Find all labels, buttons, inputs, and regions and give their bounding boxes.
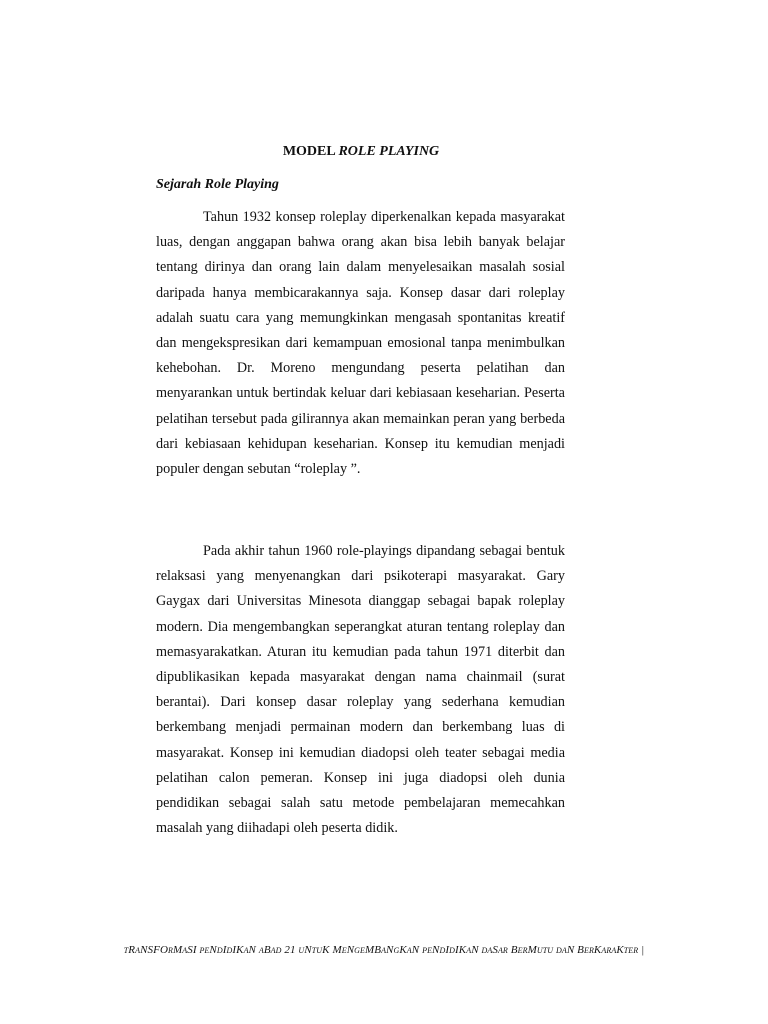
page-title-italic: ROLE PLAYING <box>338 144 440 159</box>
page-footer: tRaNSFOrMaSI peNdIdIKaN aBad 21 uNtuK MeNgeMBaNgKaN peNdIdIKaN daSar BerMutu daN BerKaraKter | <box>123 944 645 956</box>
page-title <box>0 144 722 160</box>
section-heading: Sejarah Role Playing <box>156 177 279 192</box>
page-title-regular: MODEL <box>282 144 339 159</box>
body-paragraph-1: Tahun 1932 konsep roleplay diperkenalkan kepada masyarakat luas, dengan anggapan bahwa orang akan bisa lebih banyak belajar tentang dirinya dan orang lain dalam menyelesaikan masalah sosial daripada hanya membicarakannya saja. Konsep dasar dari roleplay adalah suatu cara yang memungkinkan mengasah spontanitas kreatif dan mengekspresikan dari kemampuan emosional tanpa menimbulkan kehebohan. Dr. Moreno mengundang peserta pelatihan dan menyarankan untuk bertindak keluar dari kebiasaan keseharian. Peserta pelatihan tersebut pada gilirannya akan memainkan peran yang berbeda dari kebiasaan kehidupan keseharian. Konsep itu kemudian menjadi populer dengan sebutan “roleplay ”. <box>156 209 565 478</box>
body-paragraph-2: Pada akhir tahun 1960 role-playings dipandang sebagai bentuk relaksasi yang menyenangkan dari psikoterapi masyarakat. Gary Gaygax dari Universitas Minesota dianggap sebagai bapak roleplay modern. Dia mengembangkan seperangkat aturan tentang roleplay dan memasyarakatkan. Aturan itu kemudian pada tahun 1971 diterbit dan dipublikasikan kepada masyarakat dengan nama chainmail (surat berantai). Dari konsep dasar roleplay yang sederhana kemudian berkembang menjadi permainan modern dan berkembang luas di masyarakat. Konsep ini kemudian diadopsi oleh teater sebagai media pelatihan calon pemeran. Konsep ini juga diadopsi oleh dunia pendidikan sebagai salah satu metode pembelajaran memecahkan masalah yang diihadapi oleh peserta didik. <box>156 543 565 837</box>
